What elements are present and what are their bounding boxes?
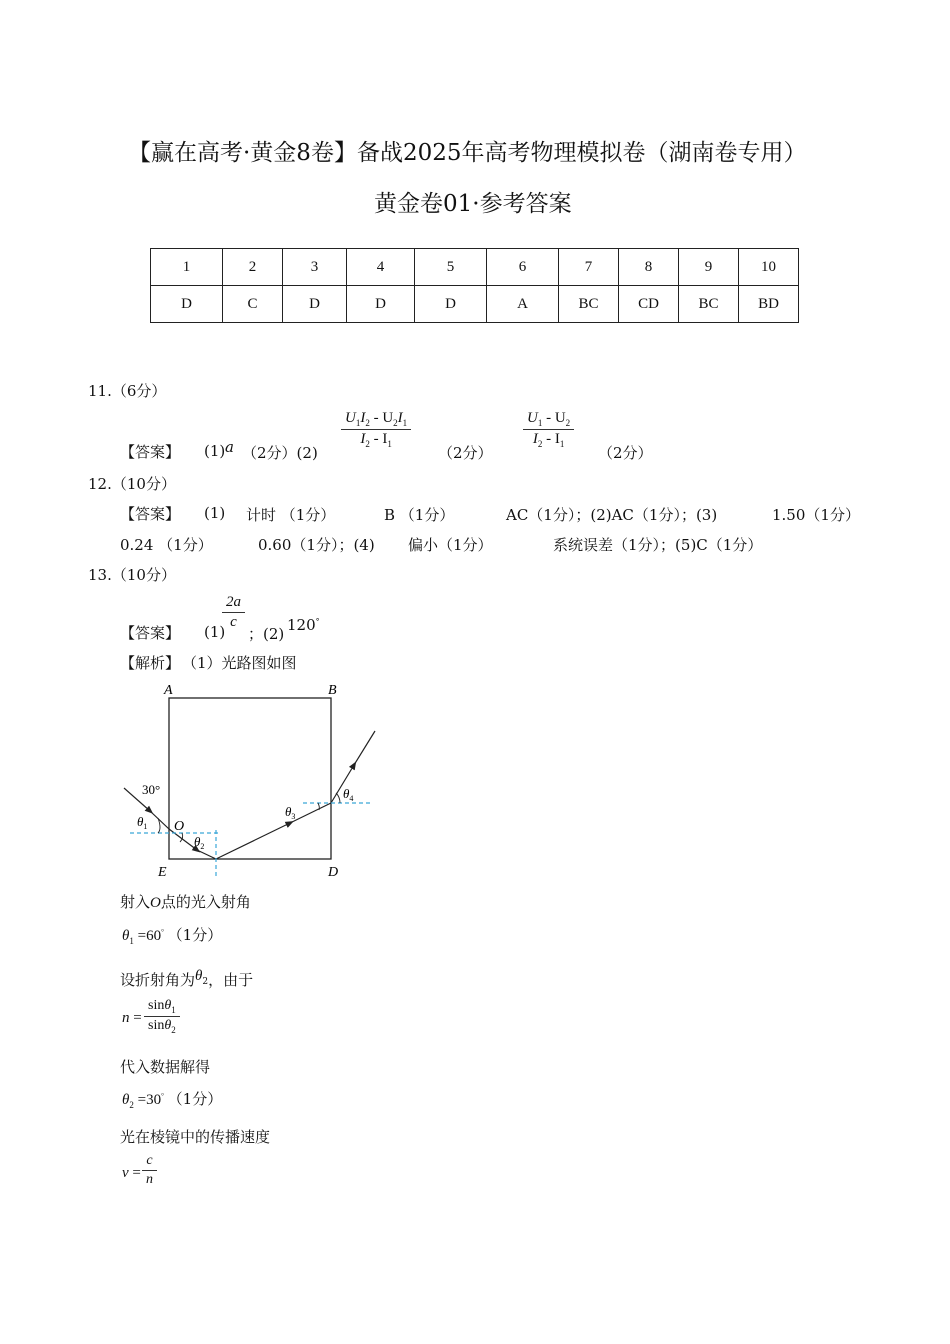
vertex-label-d: D (328, 865, 339, 880)
equation-v-fraction: $\frac{c}{n}$ (142, 1153, 157, 1188)
q13-fraction: $\frac{2a}{c}$ (222, 594, 245, 631)
table-cell: CD (619, 286, 679, 323)
q13-part1: (1) (204, 623, 226, 641)
q12-line2-part: 0.24 （1分） (120, 536, 213, 554)
reflected-ray (216, 823, 290, 859)
reflected-ray-tail (290, 803, 331, 823)
table-cell: 9 (679, 249, 739, 286)
q13-label: 13.（10分） (88, 566, 176, 584)
vertex-label-a: A (164, 683, 173, 698)
q13-analysis-tag: 【解析】 (120, 654, 181, 672)
vertex-label-b: B (328, 683, 337, 698)
equation-v-label: v = (122, 1165, 141, 1181)
q13-answer-tag: 【答案】 (120, 624, 181, 642)
table-cell: 6 (487, 249, 559, 286)
table-cell: BD (739, 286, 799, 323)
q11-answer-tag: 【答案】 (120, 443, 181, 461)
q12-label: 12.（10分） (88, 475, 176, 493)
q12-answer-tag: 【答案】 (120, 505, 181, 523)
equation-n-fraction: $\frac{\sin\theta_1}{\sin\theta_2}$ (144, 998, 180, 1035)
table-cell: 10 (739, 249, 799, 286)
table-cell: D (415, 286, 487, 323)
table-cell: D (347, 286, 415, 323)
q12-line2-part: 0.60（1分）；(4) (258, 536, 375, 554)
table-cell: BC (679, 286, 739, 323)
q12-line2-part: 系统误差（1分）；(5)C（1分） (553, 536, 763, 554)
table-cell: 1 (151, 249, 223, 286)
q13-separator: ；(2) (248, 625, 285, 643)
light-path-diagram (118, 680, 388, 880)
analysis-line-incidence: 射入O点的光入射角 (120, 893, 251, 911)
q12-line1-part: AC（1分）；(2)AC（1分）；(3) (506, 506, 718, 524)
q11-label: 11.（6分） (88, 382, 167, 400)
table-row (151, 249, 799, 286)
table-cell: D (283, 286, 347, 323)
table-cell: C (223, 286, 283, 323)
angle-label-30: 30° (142, 782, 161, 797)
q12-line1-part: 计时 （1分） (246, 506, 336, 524)
table-cell: 3 (283, 249, 347, 286)
q11-score-part2: （2分）(2) (242, 444, 318, 462)
point-label-o: O (174, 819, 185, 834)
q11-fraction-2: $\frac{U_1 - U_2}{I_2 - I_1}$ (523, 410, 574, 449)
table-cell: D (151, 286, 223, 323)
table-cell: 7 (559, 249, 619, 286)
equation-theta2: $\theta_2 =30^\circ$ （1分） (122, 1090, 223, 1110)
equation-n-label: n = (122, 1010, 142, 1026)
equation-theta1: $\theta_1 =60^\circ$ （1分） (122, 926, 223, 946)
q12-line1-part: B （1分） (384, 506, 455, 524)
analysis-line-speed: 光在棱镜中的传播速度 (120, 1128, 271, 1146)
table-cell: 2 (223, 249, 283, 286)
analysis-line-solve: 代入数据解得 (120, 1058, 211, 1076)
q12-line2-part: 偏小（1分） (408, 536, 493, 554)
q11-fraction-1: $\frac{U_1I_2 - U_2I_1}{I_2 - I_1}$ (341, 410, 411, 449)
q11-score-2: （2分） (438, 444, 493, 462)
table-cell: A (487, 286, 559, 323)
vertex-label-e: E (158, 865, 167, 880)
angle-label-theta3: $\theta_3$ (285, 804, 296, 821)
page-subtitle: 黄金卷01·参考答案 (374, 191, 572, 217)
q11-part1: (1) (204, 442, 226, 460)
refracted-ray-tail (197, 850, 216, 859)
angle-label-theta2: $\theta_2$ (194, 834, 205, 851)
q11-answer-a: a (225, 438, 234, 456)
exit-ray-tail (354, 731, 375, 765)
angle-label-theta4: $\theta_4$ (343, 786, 354, 803)
q12-line1-part: 1.50（1分） (772, 506, 860, 524)
answer-table (150, 248, 799, 323)
table-cell: 4 (347, 249, 415, 286)
incident-ray-tail (150, 811, 169, 829)
q13-angle: 120° (287, 616, 320, 634)
q11-score-3: （2分） (598, 444, 653, 462)
page-title: 【赢在高考·黄金8卷】备战2025年高考物理模拟卷（湖南卷专用） (128, 140, 807, 166)
angle-label-theta1: $\theta_1$ (137, 814, 148, 831)
table-cell: 8 (619, 249, 679, 286)
analysis-line-refraction: 设折射角为$\theta_2$，由于 (120, 968, 254, 989)
q12-line1-part: (1) (204, 504, 226, 522)
table-row (151, 286, 799, 323)
table-cell: BC (559, 286, 619, 323)
q13-analysis-text: （1）光路图如图 (182, 654, 297, 672)
table-cell: 5 (415, 249, 487, 286)
